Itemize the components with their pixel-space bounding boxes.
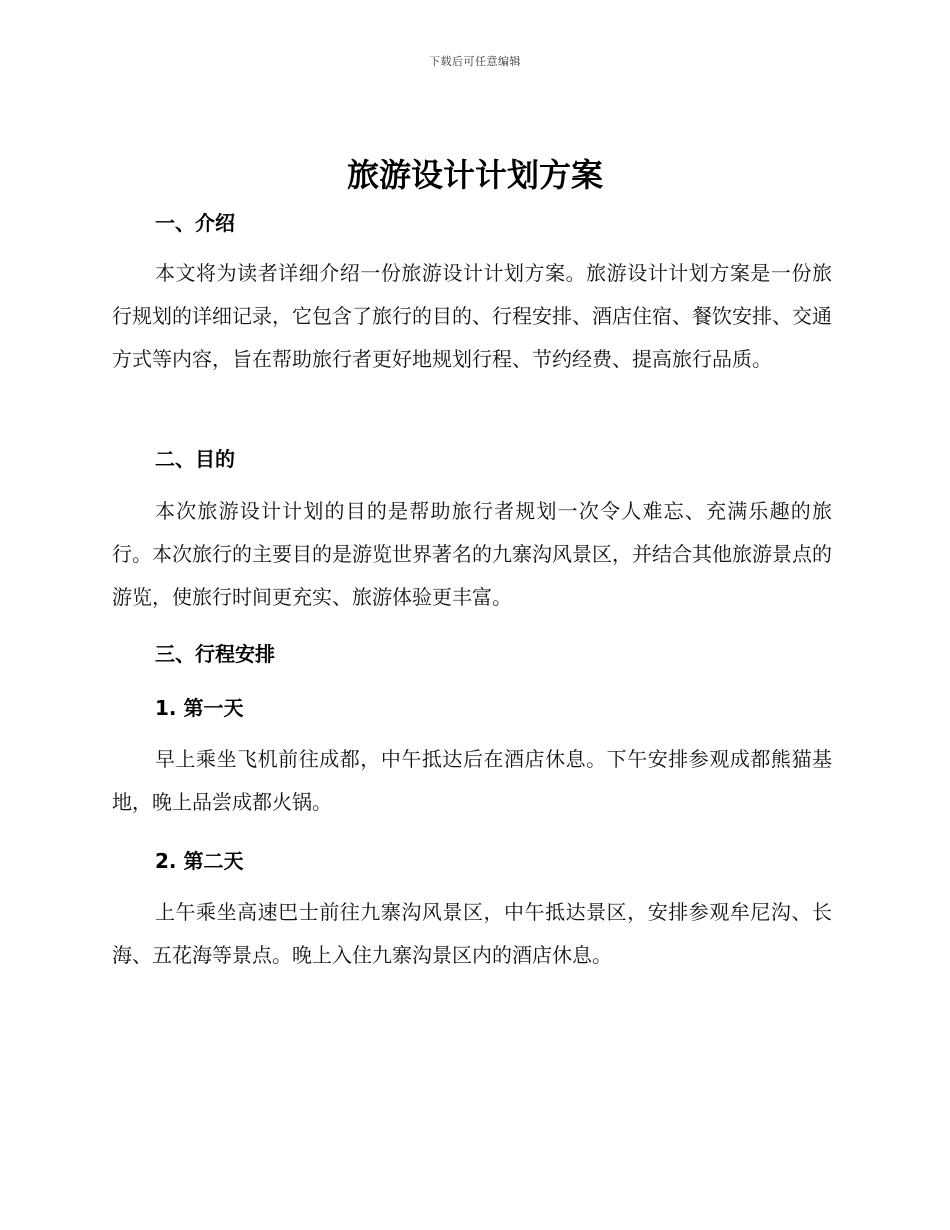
section-paragraph-introduction: 本文将为读者详细介绍一份旅游设计计划方案。旅游设计计划方案是一份旅行规划的详细记录，它包含了旅行的目的、行程安排、酒店住宿、餐饮安排、交通方式等内容，旨在帮助旅行者更好地规划行程、节约经费、提高旅行品质。: [112, 261, 832, 371]
day-paragraph-second: 上午乘坐高速巴士前往九寨沟风景区，中午抵达景区，安排参观牟尼沟、长海、五花海等景点。晚上入住九寨沟景区内的酒店休息。: [112, 900, 832, 967]
section-paragraph-purpose: 本次旅游设计计划的目的是帮助旅行者规划一次令人难忘、充满乐趣的旅行。本次旅行的主要目的是游览世界著名的九寨沟风景区，并结合其他旅游景点的游览，使旅行时间更充实、旅游体验更丰富。: [112, 499, 832, 609]
day-heading-second: 2. 第二天: [155, 849, 244, 873]
section-heading-introduction: 一、介绍: [155, 211, 235, 235]
page-header-note: 下载后可任意编辑: [429, 55, 521, 68]
section-heading-itinerary: 三、行程安排: [155, 642, 275, 666]
day-heading-first: 1. 第一天: [155, 696, 244, 720]
document-title: 旅游设计计划方案: [346, 156, 603, 194]
section-heading-purpose: 二、目的: [155, 447, 235, 471]
day-paragraph-first: 早上乘坐飞机前往成都，中午抵达后在酒店休息。下午安排参观成都熊猫基地，晚上品尝成都火锅。: [112, 747, 832, 814]
